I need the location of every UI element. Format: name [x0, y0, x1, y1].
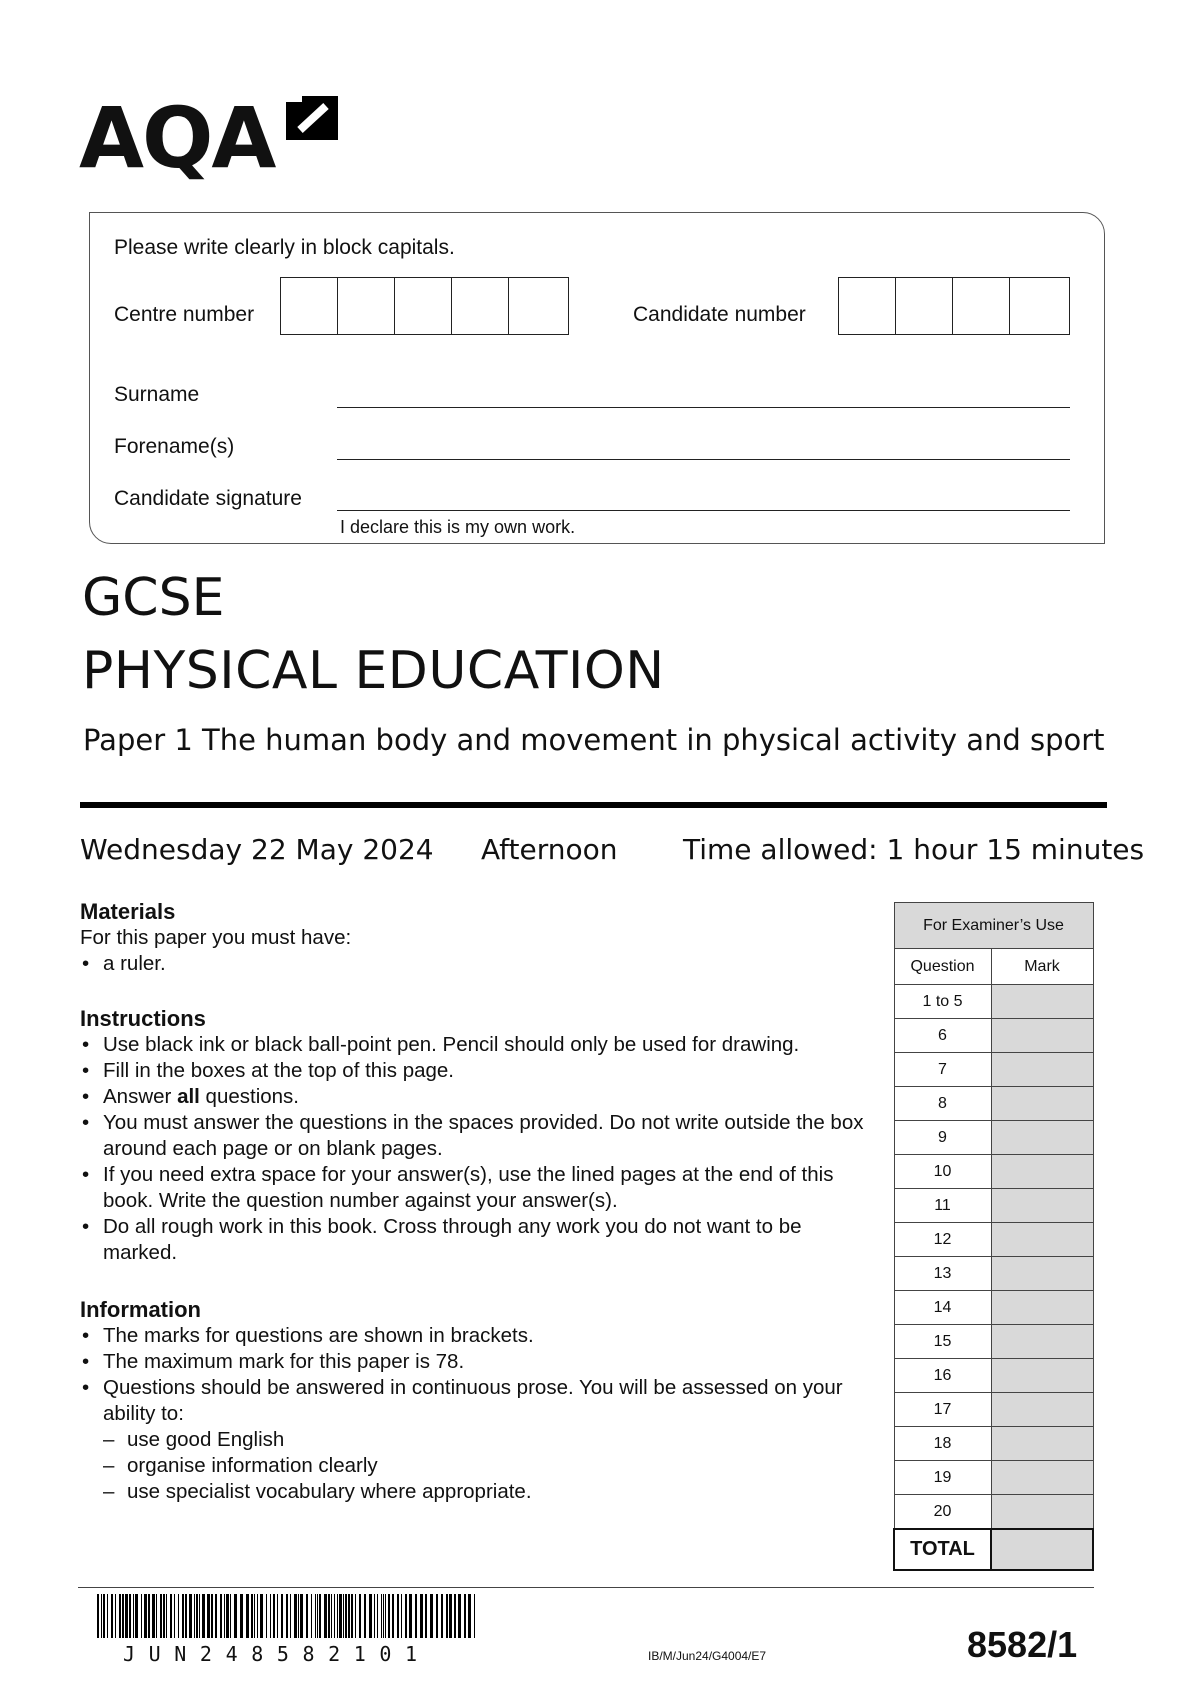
barcode-bar [211, 1594, 213, 1638]
footer-rule [78, 1587, 1094, 1588]
barcode-bar [286, 1594, 288, 1638]
declaration-text: I declare this is my own work. [340, 517, 576, 537]
barcode-bar [294, 1594, 297, 1638]
question-number: 7 [894, 1053, 991, 1087]
barcode-bar [115, 1594, 116, 1638]
barcode-bar [148, 1594, 150, 1638]
question-number: 16 [894, 1359, 991, 1393]
examiner-use-table [893, 902, 1094, 1571]
barcode-bar [381, 1594, 382, 1638]
barcode-bar [125, 1594, 128, 1638]
mark-cell[interactable] [991, 1393, 1093, 1427]
mark-cell[interactable] [991, 1461, 1093, 1495]
barcode-bar [254, 1594, 255, 1638]
materials-item: • a ruler. [80, 951, 880, 977]
barcode-bar [446, 1594, 448, 1638]
barcode-bar [315, 1594, 316, 1638]
barcode-bar [257, 1594, 258, 1638]
barcode-bar [97, 1594, 99, 1638]
barcode-bar [339, 1594, 342, 1638]
barcode-bar [185, 1594, 187, 1638]
centre-number-digit[interactable] [509, 278, 566, 334]
barcode-bar [122, 1594, 124, 1638]
barcode-bar [331, 1594, 332, 1638]
barcode-bar [160, 1594, 162, 1638]
exam-date: Wednesday 22 May 2024 [80, 833, 434, 866]
centre-number-digit[interactable] [452, 278, 509, 334]
centre-number-boxes[interactable] [280, 277, 569, 335]
question-number: 14 [894, 1291, 991, 1325]
barcode-bar [182, 1594, 184, 1638]
instruction-item: • Fill in the boxes at the top of this page. [80, 1058, 880, 1084]
barcode-bar [425, 1594, 427, 1638]
barcode-bar [101, 1594, 102, 1638]
barcode-bar [441, 1594, 443, 1638]
question-number: 8 [894, 1087, 991, 1121]
barcode-bar [174, 1594, 175, 1638]
mark-cell[interactable] [991, 1427, 1093, 1461]
barcode-bar [281, 1594, 283, 1638]
barcode-bar [266, 1594, 267, 1638]
barcode-bar [178, 1594, 179, 1638]
barcode-bar [405, 1594, 407, 1638]
barcode-bar [196, 1594, 198, 1638]
question-number: 18 [894, 1427, 991, 1461]
candidate-number-label: Candidate number [633, 303, 806, 326]
information-sub-item: – use good English [103, 1427, 880, 1453]
barcode-bar [290, 1594, 291, 1638]
barcode-bar [163, 1594, 165, 1638]
barcode-bar [144, 1594, 147, 1638]
subject-title: PHYSICAL EDUCATION [82, 641, 665, 701]
barcode-bar [359, 1594, 361, 1638]
barcode-bar [234, 1594, 237, 1638]
barcode-bar [420, 1594, 423, 1638]
barcode-bar [369, 1594, 372, 1638]
materials-heading: Materials [80, 899, 176, 924]
barcode-bar [141, 1594, 142, 1638]
question-number: 12 [894, 1223, 991, 1257]
mark-cell[interactable] [991, 1359, 1093, 1393]
barcode-bar [345, 1594, 347, 1638]
barcode-bar [324, 1594, 327, 1638]
barcode-bar [409, 1594, 412, 1638]
mark-cell[interactable] [991, 1257, 1093, 1291]
instruction-item: • Use black ink or black ball-point pen. Pencil should only be used for drawing. [80, 1032, 880, 1058]
question-number: 6 [894, 1019, 991, 1053]
instruction-item-answer-all: • Answer all questions. [80, 1084, 880, 1110]
mark-cell[interactable] [991, 1189, 1093, 1223]
mark-column-header: Mark [991, 949, 1093, 985]
information-section [80, 1297, 880, 1505]
mark-cell[interactable] [991, 1325, 1093, 1359]
barcode-bar [129, 1594, 131, 1638]
mark-cell[interactable] [991, 1019, 1093, 1053]
candidate-number-digit[interactable] [1010, 278, 1067, 334]
aqa-logo-mark-icon [282, 92, 340, 150]
qualification-level: GCSE [82, 568, 225, 628]
barcode-bar [415, 1594, 417, 1638]
signature-field[interactable] [337, 510, 1070, 511]
total-label: TOTAL [894, 1529, 991, 1570]
time-allowed: Time allowed: 1 hour 15 minutes [683, 833, 1145, 866]
barcode-bar [273, 1594, 275, 1638]
candidate-number-digit[interactable] [896, 278, 953, 334]
barcode-bar [355, 1594, 356, 1638]
aqa-logo: AQA [79, 89, 275, 187]
barcode-bar [240, 1594, 243, 1638]
barcode-bar [207, 1594, 210, 1638]
exam-session: Afternoon [481, 833, 618, 866]
barcode-bar [199, 1594, 200, 1638]
barcode-bar [170, 1594, 172, 1638]
question-number: 10 [894, 1155, 991, 1189]
barcode-bar [215, 1594, 217, 1638]
information-item: • Questions should be answered in continuous prose. You will be assessed on your ability to: [80, 1375, 880, 1427]
barcode-bar [270, 1594, 271, 1638]
document-reference-code: IB/M/Jun24/G4004/E7 [648, 1649, 767, 1663]
question-column-header: Question [894, 949, 991, 985]
information-item: • The marks for questions are shown in brackets. [80, 1323, 880, 1349]
barcode-bar [383, 1594, 384, 1638]
block-capitals-instruction: Please write clearly in block capitals. [114, 236, 455, 259]
barcode-bar [474, 1594, 475, 1638]
barcode-bar [166, 1594, 167, 1638]
barcode-bar [107, 1594, 108, 1638]
forenames-label: Forename(s) [114, 435, 235, 458]
question-number: 15 [894, 1325, 991, 1359]
barcode-bar [277, 1594, 278, 1638]
centre-number-label: Centre number [114, 303, 255, 326]
information-heading: Information [80, 1297, 201, 1322]
barcode-bar [385, 1594, 386, 1638]
barcode-bar [328, 1594, 330, 1638]
information-item: • The maximum mark for this paper is 78. [80, 1349, 880, 1375]
mark-cell[interactable] [991, 1087, 1093, 1121]
surname-field[interactable] [337, 407, 1070, 408]
candidate-number-boxes[interactable] [838, 277, 1070, 335]
paper-title: Paper 1 The human body and movement in physical activity and sport [83, 723, 1105, 757]
barcode-bar [224, 1594, 225, 1638]
question-number: 17 [894, 1393, 991, 1427]
instruction-item: • Do all rough work in this book. Cross through any work you do not want to be marked. [80, 1214, 880, 1266]
signature-label: Candidate signature [114, 487, 302, 510]
mark-cell[interactable] [991, 1053, 1093, 1087]
barcode-bar [300, 1594, 303, 1638]
barcode-bar [306, 1594, 308, 1638]
question-number: 1 to 5 [894, 985, 991, 1019]
question-number: 20 [894, 1495, 991, 1530]
mark-cell[interactable] [991, 985, 1093, 1019]
barcode-bar [230, 1594, 231, 1638]
candidate-number-digit[interactable] [953, 278, 1010, 334]
barcode-bar [135, 1594, 138, 1638]
barcode-bar [374, 1594, 375, 1638]
barcode-bar [194, 1594, 195, 1638]
materials-section [80, 899, 880, 977]
surname-label: Surname [114, 383, 200, 406]
barcode-bar [397, 1594, 399, 1638]
barcode-bar [156, 1594, 157, 1638]
paper-code: 8582/1 [967, 1624, 1078, 1665]
barcode-bar [458, 1594, 461, 1638]
centre-number-digit[interactable] [281, 278, 338, 334]
barcode-bar [392, 1594, 394, 1638]
total-mark-cell[interactable] [991, 1529, 1093, 1570]
barcode-bar [464, 1594, 466, 1638]
mark-cell[interactable] [991, 1155, 1093, 1189]
barcode-bar [251, 1594, 253, 1638]
barcode-bar [343, 1594, 344, 1638]
barcode-bar [351, 1594, 353, 1638]
barcode-bar [454, 1594, 456, 1638]
barcode-bar [152, 1594, 155, 1638]
barcode-bar [133, 1594, 134, 1638]
materials-intro: For this paper you must have: [80, 926, 352, 949]
question-number: 13 [894, 1257, 991, 1291]
mark-cell[interactable] [991, 1121, 1093, 1155]
question-number: 9 [894, 1121, 991, 1155]
examiner-table-title: For Examiner’s Use [894, 903, 1093, 949]
barcode-bar [103, 1594, 105, 1638]
barcode-bar [260, 1594, 263, 1638]
information-sub-item: – use specialist vocabulary where appropriate. [103, 1479, 880, 1505]
barcode-bar [246, 1594, 249, 1638]
barcode-bar [119, 1594, 121, 1638]
barcode-bar [388, 1594, 390, 1638]
barcode-bar [364, 1594, 366, 1638]
mark-cell[interactable] [991, 1495, 1093, 1530]
barcode-digits: JUN248582101 [123, 1642, 431, 1666]
candidate-number-digit[interactable] [839, 278, 896, 334]
divider [80, 802, 1107, 808]
instruction-item: • You must answer the questions in the spaces provided. Do not write outside the box around each page or on blank pages. [80, 1110, 880, 1162]
instruction-item: • If you need extra space for your answer(s), use the lined pages at the end of this book. Write the question number against your answer(s). [80, 1162, 880, 1214]
mark-cell[interactable] [991, 1291, 1093, 1325]
barcode-icon [97, 1594, 480, 1638]
centre-number-digit[interactable] [395, 278, 452, 334]
instructions-heading: Instructions [80, 1006, 206, 1031]
barcode-bar [348, 1594, 350, 1638]
barcode-bar [189, 1594, 192, 1638]
barcode-bar [430, 1594, 433, 1638]
barcode-bar [468, 1594, 471, 1638]
barcode-bar [337, 1594, 338, 1638]
question-number: 19 [894, 1461, 991, 1495]
barcode-bar [317, 1594, 318, 1638]
question-number: 11 [894, 1189, 991, 1223]
mark-cell[interactable] [991, 1223, 1093, 1257]
barcode-bar [220, 1594, 222, 1638]
barcode-bar [401, 1594, 402, 1638]
barcode-bar [226, 1594, 229, 1638]
instructions-section [80, 1006, 880, 1266]
barcode-bar [377, 1594, 378, 1638]
forenames-field[interactable] [337, 459, 1070, 460]
barcode-bar [436, 1594, 438, 1638]
barcode-bar [334, 1594, 335, 1638]
barcode-bar [449, 1594, 452, 1638]
barcode-bar [311, 1594, 312, 1638]
barcode-bar [111, 1594, 113, 1638]
barcode-bar [298, 1594, 299, 1638]
information-sub-item: – organise information clearly [103, 1453, 880, 1479]
barcode-bar [319, 1594, 321, 1638]
barcode-bar [202, 1594, 205, 1638]
centre-number-digit[interactable] [338, 278, 395, 334]
